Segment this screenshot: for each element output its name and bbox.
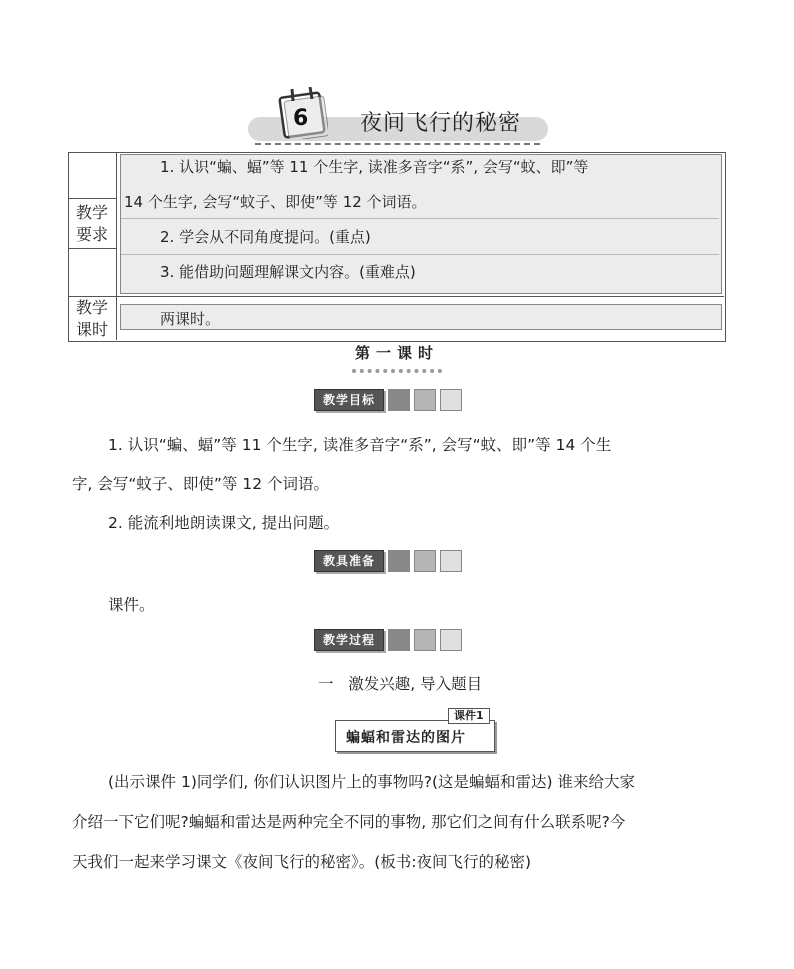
label-divider (68, 198, 116, 199)
goal-line: 1. 认识“蝙、蝠”等 11 个生字, 读准多音字“系”, 会写“蚊、即”等 14 个生 (108, 436, 612, 454)
courseware-title: 蝙蝠和雷达的图片 (346, 730, 466, 746)
tag-square (414, 629, 436, 651)
tag-square (388, 550, 410, 572)
section-title: 第一课时 (354, 344, 439, 362)
tag-square (440, 550, 462, 572)
lesson-number: 6 (293, 106, 309, 131)
title-dashed-rule (255, 143, 540, 145)
tag-square (388, 629, 410, 651)
content-row-divider (121, 254, 719, 255)
hours-label-line: 教学 (75, 298, 108, 317)
hours-value: 两课时。 (160, 310, 221, 328)
courseware-badge: 课件1 (448, 708, 490, 724)
requirements-label-line: 教学 (75, 203, 108, 222)
table-row-divider (68, 296, 724, 297)
tools-text: 课件。 (108, 596, 155, 614)
hours-label (68, 297, 116, 341)
tag-square (414, 550, 436, 572)
intro-paragraph-line: 介绍一下它们呢?蝙蝠和雷达是两种完全不同的事物, 那它们之间有什么联系呢?今 (72, 813, 626, 831)
hours-label-line: 课时 (75, 320, 108, 339)
tag-square (414, 389, 436, 411)
lesson-title: 夜间飞行的秘密 (360, 111, 522, 136)
calendar-icon (278, 87, 328, 139)
intro-paragraph-line: 天我们一起来学习课文《夜间飞行的秘密》。(板书:夜间飞行的秘密) (72, 853, 532, 871)
requirements-label-line: 要求 (75, 225, 108, 244)
label-divider (68, 248, 116, 249)
tools-tag (314, 551, 462, 571)
content-row-divider (121, 218, 719, 219)
goals-tag (314, 390, 462, 410)
tag-square (388, 389, 410, 411)
tools-tag-label: 教具准备 (314, 550, 384, 572)
tag-square (440, 629, 462, 651)
requirement-item: 2. 学会从不同角度提问。(重点) (160, 228, 371, 246)
goal-line: 2. 能流利地朗读课文, 提出问题。 (108, 514, 340, 532)
requirements-label (68, 202, 116, 246)
process-tag-label: 教学过程 (314, 629, 384, 651)
goal-line: 字, 会写“蚊子、即使”等 12 个词语。 (72, 475, 329, 493)
requirement-item: 1. 认识“蝙、蝠”等 11 个生字, 读准多音字“系”, 会写“蚊、即”等 (160, 158, 589, 176)
requirement-item: 3. 能借助问题理解课文内容。(重难点) (160, 263, 416, 281)
requirement-item: 14 个生字, 会写“蚊子、即使”等 12 个词语。 (124, 193, 427, 211)
step-heading: 一 激发兴趣, 导入题目 (318, 675, 483, 693)
section-dotted-rule (352, 369, 442, 373)
intro-paragraph-line: (出示课件 1)同学们, 你们认识图片上的事物吗?(这是蝙蝠和雷达) 谁来给大家 (108, 773, 635, 791)
process-tag (314, 630, 462, 650)
goals-tag-label: 教学目标 (314, 389, 384, 411)
tag-square (440, 389, 462, 411)
